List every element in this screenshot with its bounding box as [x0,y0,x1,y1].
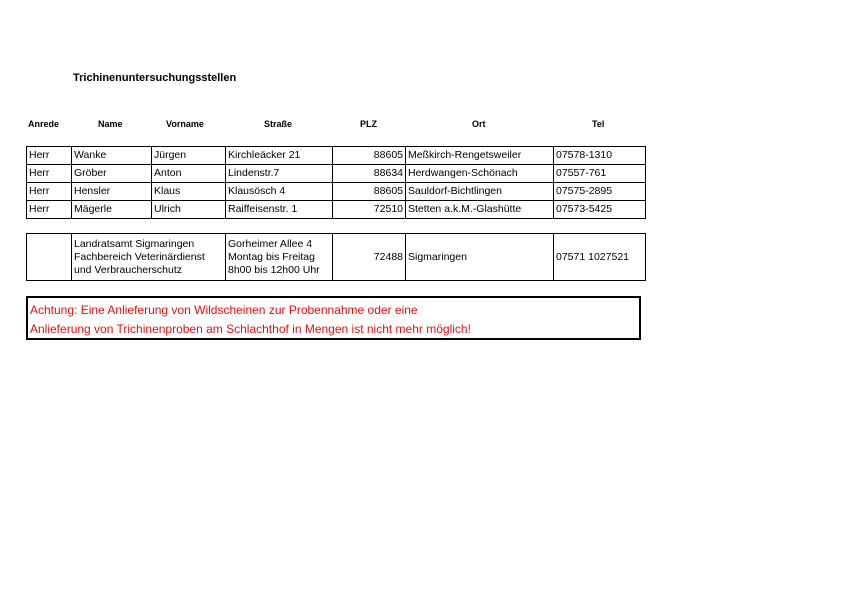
office-name-line: und Verbraucherschutz [74,263,182,276]
cell-plz: 88605 [333,183,406,201]
cell-tel: 07571 1027521 [554,234,646,281]
table-row [27,234,646,281]
cell-name: Mägerle [72,201,152,219]
cell-strasse: Lindenstr.7 [226,165,333,183]
header-plz: PLZ [360,119,377,129]
cell-ort: Sauldorf-Bichtlingen [406,183,554,201]
warning-notice [26,296,641,340]
office-hours-line: Montag bis Freitag [228,250,315,263]
table-row [27,165,646,183]
cell-plz: 88634 [333,165,406,183]
cell-anrede: Herr [27,165,72,183]
cell-office-strasse [226,234,333,281]
header-tel: Tel [592,119,605,129]
office-name-line: Landratsamt Sigmaringen [74,237,195,250]
cell-plz: 72488 [333,234,406,281]
cell-vorname: Jürgen [152,147,226,165]
header-anrede: Anrede [28,119,60,129]
cell-ort: Sigmaringen [406,234,554,281]
persons-table [26,146,646,219]
cell-ort: Stetten a.k.M.-Glashütte [406,201,554,219]
cell-vorname: Klaus [152,183,226,201]
cell-name: Hensler [72,183,152,201]
header-ort: Ort [472,119,486,129]
page-title: Trichinenuntersuchungsstellen [73,72,237,84]
cell-anrede: Herr [27,201,72,219]
cell-tel: 07578-1310 [554,147,646,165]
cell-anrede: Herr [27,147,72,165]
cell-vorname: Ulrich [152,201,226,219]
notice-line: Achtung: Eine Anlieferung von Wildscheinen zur Probennahme oder eine [30,303,418,317]
header-strasse: Straße [264,119,293,129]
header-name: Name [98,119,123,129]
cell-name: Wanke [72,147,152,165]
cell-anrede: Herr [27,183,72,201]
table-row [27,183,646,201]
cell-strasse: Klausösch 4 [226,183,333,201]
header-vorname: Vorname [166,119,204,129]
cell-plz: 88605 [333,147,406,165]
cell-ort: Herdwangen-Schönach [406,165,554,183]
cell-tel: 07573-5425 [554,201,646,219]
cell-tel: 07575-2895 [554,183,646,201]
cell-ort: Meßkirch-Rengetsweiler [406,147,554,165]
cell-name: Gröber [72,165,152,183]
cell-plz: 72510 [333,201,406,219]
cell-anrede [27,234,72,281]
office-hours-line: 8h00 bis 12h00 Uhr [228,263,320,276]
office-address-line: Gorheimer Allee 4 [228,237,313,250]
table-row [27,201,646,219]
cell-office-name [72,234,226,281]
cell-strasse: Kirchleäcker 21 [226,147,333,165]
notice-line: Anlieferung von Trichinenproben am Schlachthof in Mengen ist nicht mehr möglich! [30,322,471,336]
table-row [27,147,646,165]
cell-strasse: Raiffeisenstr. 1 [226,201,333,219]
office-table [26,233,646,281]
cell-tel: 07557-761 [554,165,646,183]
office-name-line: Fachbereich Veterinärdienst [74,250,205,263]
cell-vorname: Anton [152,165,226,183]
